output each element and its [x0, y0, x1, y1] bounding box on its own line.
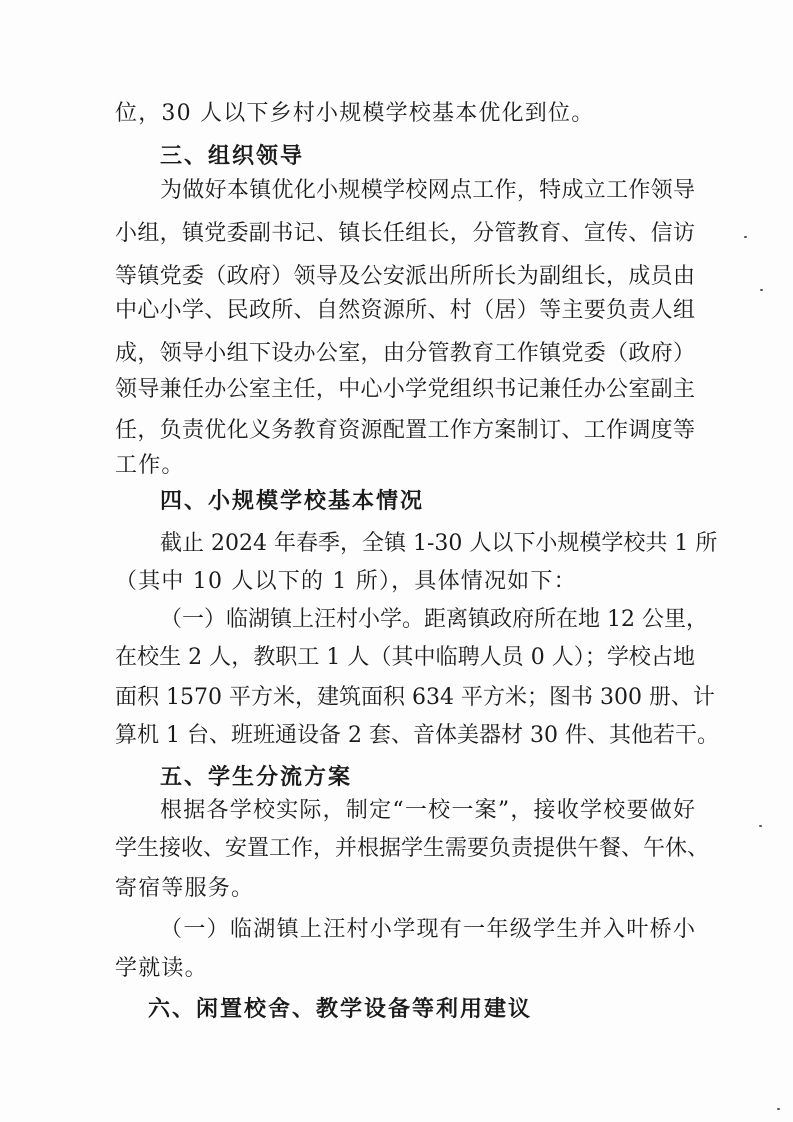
text-line: 截止 2024 年春季，全镇 1-30 人以下小规模学校共 1 所 — [160, 531, 718, 556]
text-line: 根据各学校实际，制定“一校一案”，接收学校要做好 — [160, 798, 695, 823]
scan-speck — [744, 236, 747, 238]
text-line: 学生接收、安置工作，并根据学生需要负责提供午餐、午休、 — [115, 836, 710, 861]
text-line: 中心小学、民政所、自然资源所、村（居）等主要负责人组 — [115, 298, 695, 323]
text-line: 在校生 2 人，教职工 1 人（其中临聘人员 0 人）；学校占地 — [115, 645, 695, 670]
text-line: （一）临湖镇上汪村小学。距离镇政府所在地 12 公里， — [160, 607, 708, 632]
section-heading-4: 四、小规模学校基本情况 — [160, 489, 425, 514]
text-line: （一）临湖镇上汪村小学现有一年级学生并入叶桥小 — [160, 917, 695, 942]
scan-speck — [777, 1108, 780, 1110]
scan-speck — [759, 825, 762, 827]
text-line: 面积 1570 平方米，建筑面积 634 平方米；图书 300 册、计 — [115, 685, 715, 710]
text-line: 学就读。 — [115, 956, 208, 981]
text-line: 领导兼任办公室主任，中心小学党组织书记兼任办公室副主 — [115, 377, 695, 402]
text-line: 任，负责优化义务教育资源配置工作方案制订、工作调度等 — [115, 418, 695, 443]
section-heading-5: 五、学生分流方案 — [160, 765, 353, 790]
text-line: 算机 1 台、班班通设备 2 套、音体美器材 30 件、其他若干。 — [115, 723, 719, 748]
text-line: 位，30 人以下乡村小规模学校基本优化到位。 — [115, 101, 595, 126]
text-line: 工作。 — [115, 453, 185, 478]
text-line: 成，领导小组下设办公室，由分管教育工作镇党委（政府） — [115, 341, 695, 366]
section-heading-6: 六、闲置校舍、教学设备等利用建议 — [148, 997, 533, 1022]
text-line: （其中 10 人以下的 1 所），具体情况如下： — [115, 569, 577, 594]
text-line: 小组，镇党委副书记、镇长任组长，分管教育、宣传、信访 — [115, 221, 695, 246]
text-line: 等镇党委（政府）领导及公安派出所所长为副组长，成员由 — [115, 264, 695, 289]
section-heading-3: 三、组织领导 — [160, 144, 305, 169]
scan-speck — [760, 289, 763, 291]
text-line: 寄宿等服务。 — [115, 876, 255, 901]
text-line: 为做好本镇优化小规模学校网点工作，特成立工作领导 — [160, 178, 695, 203]
